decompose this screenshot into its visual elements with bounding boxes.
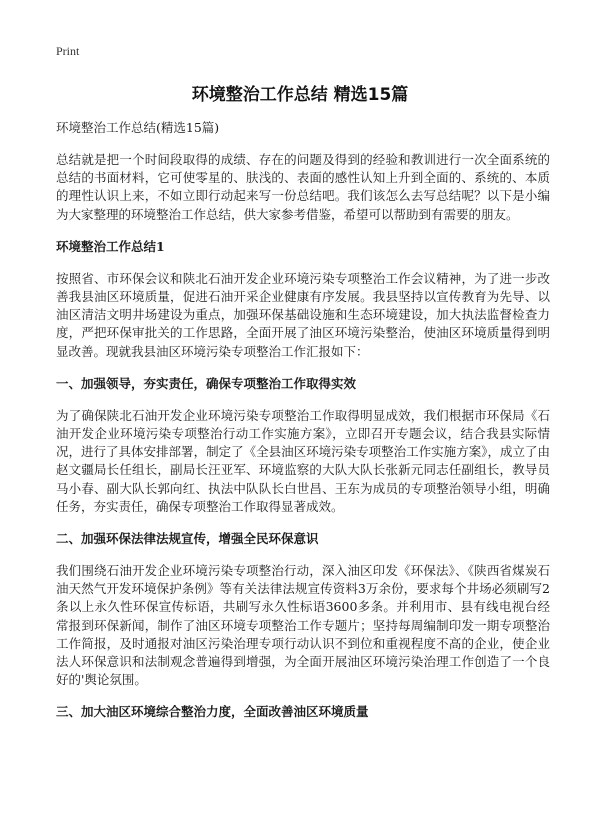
subheading-leadership: 一、加强领导，夯实责任，确保专项整治工作取得实效 — [56, 375, 357, 391]
subheading-publicity: 二、加强环保法律法规宣传，增强全民环保意识 — [56, 531, 319, 547]
leadership-paragraph: 为了确保陕北石油开发企业环境污染专项整治工作取得明显成效，我们根据市环保局《石油开发企业环境污染专项整治行动工作实施方案》，立即召开专题会议，结合我县实际情况，进行了具体安排部署，制定了《全县油区环境污染专项整治工作实施方案》，成立了由赵文疆局长任组长，副局长汪亚军、环境监察的大队大队长张新元同志任副组长，教导员马小春、副大队长郭向红、执法中队队长白世昌、王东为成员的专项整治领导小组，明确任务，夯实责任，确保专项整治工作取得显著成效。 — [56, 407, 550, 514]
section1-paragraph: 按照省、市环保会议和陕北石油开发企业环境污染专项整治工作会议精神，为了进一步改善我县油区环境质量，促进石油开采企业健康有序发展。我县坚持以宣传教育为先导、以油区清洁文明井场建设为重点，加强环保基础设施和生态环境建设，加大执法监督检查力度，严把环保审批关的工作思路，全面开展了油区环境污染整治，使油区环境质量得到明显改善。现就我县油区环境污染专项整治工作汇报如下： — [56, 270, 550, 359]
subheading-rectification: 三、加大油区环境综合整治力度，全面改善油区环境质量 — [56, 704, 369, 720]
publicity-paragraph: 我们围绕石油开发企业环境污染专项整治行动，深入油区印发《环保法》、《陕西省煤炭石油天然气开发环境保护条例》等有关法律法规宣传资料3万余份，要求每个井场必须刷写2条以上永久性环保宣传标语，共刷写永久性标语3600多条。并利用市、县有线电视台经常报到环保新闻，制作了油区环境专项整治工作专题片；坚持每周编制印发一期专项整治工作简报，及时通报对油区污染治理专项行动认识不到位和重视程度不高的企业，使企业法人环保意识和法制观念普遍得到增强，为全面开展油区环境污染治理工作创造了一个良好的'舆论氛围。 — [56, 563, 550, 688]
document-subtitle: 环境整治工作总结(精选15篇) — [56, 120, 220, 135]
page-title: 环境整治工作总结 精选15篇 — [191, 85, 409, 105]
print-link[interactable]: Print — [56, 44, 80, 58]
section-heading-1: 环境整治工作总结1 — [56, 238, 165, 254]
intro-paragraph: 总结就是把一个时间段取得的成绩、存在的问题及得到的经验和教训进行一次全面系统的总结的书面材料，它可使零星的、肤浅的、表面的感性认知上升到全面的、系统的、本质的理性认识上来，不如立即行动起来写一份总结吧。我们该怎么去写总结呢？以下是小编为大家整理的环境整治工作总结，供大家参考借鉴，希望可以帮助到有需要的朋友。 — [56, 152, 550, 222]
document-body — [56, 119, 550, 735]
